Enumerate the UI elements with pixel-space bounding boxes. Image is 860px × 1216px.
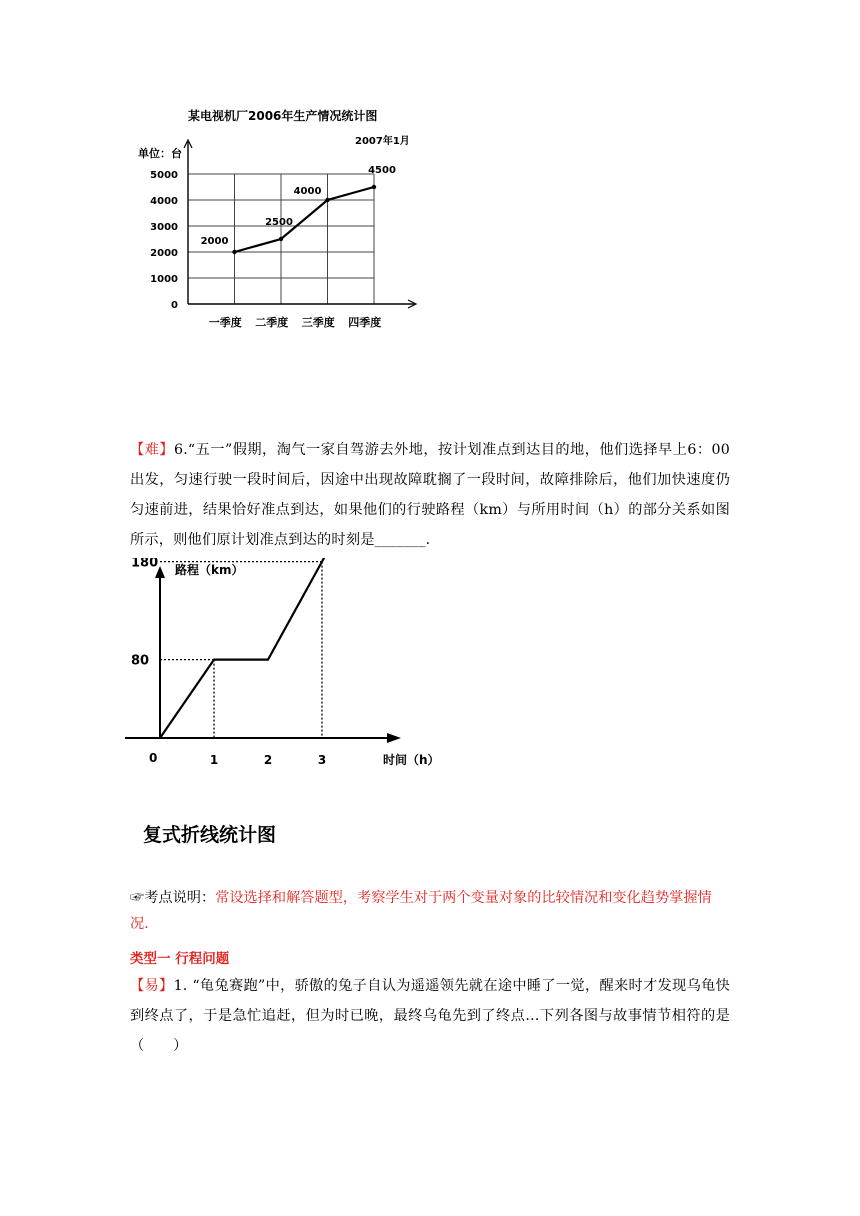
x-tick-label: 三季度: [301, 316, 335, 329]
chart2-xlabel: 时间（h）: [383, 753, 440, 767]
distance-time-chart: [125, 558, 455, 776]
chart2-guides: [160, 562, 322, 738]
problem-1: [130, 971, 730, 1061]
series-line: [160, 558, 333, 738]
type-heading-text: 类型一 行程问题: [130, 951, 230, 967]
y-tick-label: 4000: [150, 196, 178, 207]
x-tick-label: 一季度: [208, 316, 242, 329]
data-point: [325, 198, 329, 202]
problem-1-text: 1. “龟兔赛跑”中，骄傲的兔子自认为遥遥领先就在途中睡了一觉，醒来时才发现乌龟快到终点了，于是急忙追赶，但为时已晚，最终乌龟先到了终点…下列各图与故事情节相符的是（ ）: [130, 978, 730, 1054]
chart2-series: [160, 558, 333, 738]
x-tick-label: 3: [317, 753, 327, 767]
x-tick-label: 2: [263, 753, 273, 767]
y-tick-label: 3000: [150, 222, 178, 233]
chart1-x-ticks: [209, 315, 382, 329]
production-line-chart: [130, 100, 430, 340]
chart2-origin: 0: [149, 751, 158, 765]
data-point: [372, 185, 376, 189]
chart2-ylabel: 路程（km）: [175, 563, 244, 577]
difficulty-tag: 【难】: [130, 442, 174, 458]
x-tick-label: 1: [209, 753, 219, 767]
exam-note: [130, 885, 730, 937]
type-heading: [130, 946, 730, 972]
chart1-y-ticks: [150, 170, 178, 311]
chart1-series: [201, 165, 396, 254]
x-tick-label: 二季度: [255, 316, 289, 329]
data-label: 4500: [368, 165, 396, 176]
data-label: 2500: [265, 217, 293, 228]
section-title: 复式折线统计图: [143, 824, 277, 846]
data-point: [232, 250, 236, 254]
data-label: 4000: [293, 186, 322, 197]
y-tick-label: 80: [131, 653, 150, 669]
difficulty-tag: 【易】: [130, 978, 174, 994]
problem-6: [130, 435, 730, 555]
chart1-date: 2007年1月: [355, 136, 410, 147]
y-tick-label: 180: [131, 558, 159, 571]
y-tick-label: 0: [171, 300, 178, 311]
chart2-axes: [125, 566, 401, 743]
chart1-title: 某电视机厂2006年生产情况统计图: [188, 109, 378, 123]
data-label: 2000: [200, 236, 229, 247]
y-tick-label: 5000: [150, 170, 178, 181]
data-point: [279, 237, 283, 241]
x-axis-arrow: [387, 733, 401, 743]
note-body: 常设选择和解答题型，考察学生对于两个变量对象的比较情况和变化趋势掌握情况.: [130, 890, 712, 932]
note-prefix: ☞考点说明：: [130, 890, 216, 906]
problem-6-text: 6.“五一”假期，淘气一家自驾游去外地，按计划准点到达目的地，他们选择早上6：00出发，匀速行驶一段时间后，因途中出现故障耽搁了一段时间，故障排除后，他们加快速度仍匀速前进，结果恰好准点到达，如果他们的行驶路程（km）与所用时间（h）的部分关系如图所示，则他们原计划准点到达的时刻是_______.: [130, 442, 730, 548]
y-tick-label: 1000: [150, 274, 178, 285]
chart1-unit: 单位：台: [138, 147, 182, 160]
y-tick-label: 2000: [150, 248, 178, 259]
x-tick-label: 四季度: [348, 316, 382, 329]
